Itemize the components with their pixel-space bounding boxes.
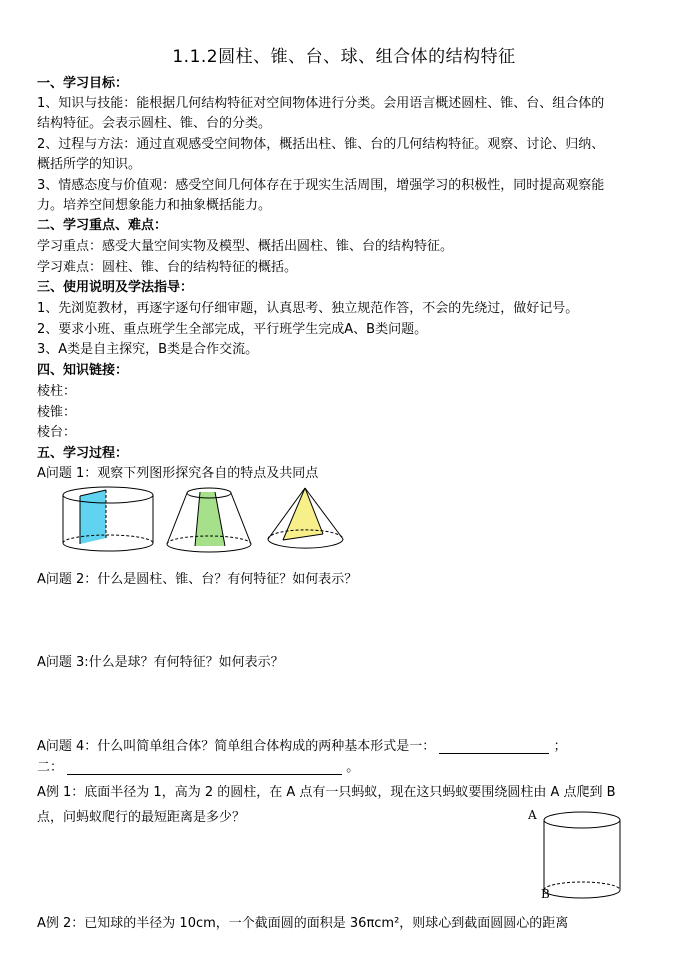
- key-point: 学习重点：感受大量空间实物及模型、概括出圆柱、锥、台的结构特征。: [37, 239, 454, 254]
- goal2-line1: 2、过程与方法：通过直观感受空间物体，概括出柱、锥、台的几何结构特征。观察、讨论、归纳、: [37, 137, 605, 152]
- example-1-line1: A例 1：底面半径为 1，高为 2 的圆柱，在 A 点有一只蚂蚁，现在这只蚂蚁要围绕圆柱由 A 点爬到 B: [37, 785, 616, 800]
- cylinder-figure: [58, 484, 158, 554]
- difficult-point: 学习难点：圆柱、锥、台的结构特征的概括。: [37, 260, 298, 275]
- cone-section: [283, 488, 323, 540]
- pyramid-label: 棱锥：: [37, 405, 77, 420]
- frustum-figure: [163, 484, 255, 556]
- goal1-line1: 1、知识与技能：能根据几何结构特征对空间物体进行分类。会用语言概述圆柱、锥、台、组合体的: [37, 96, 605, 111]
- frustum-label: 棱台：: [37, 425, 77, 440]
- goal3-line1: 3、情感态度与价值观：感受空间几何体存在于现实生活周围，增强学习的积极性，同时提高观察能: [37, 178, 605, 193]
- question-4-text: A问题 4：什么叫简单组合体？简单组合体构成的两种基本形式是一：: [37, 739, 436, 754]
- question-4-separator: ；: [553, 739, 567, 754]
- prism-label: 棱柱：: [37, 384, 77, 399]
- point-a-label: A: [528, 808, 537, 822]
- question-4-line2: [37, 756, 359, 775]
- question-4-second: 二：: [37, 760, 64, 775]
- usage-3: 3、A类是自主探究，B类是合作交流。: [37, 342, 259, 357]
- answer-blank-1[interactable]: [439, 739, 549, 754]
- example-1-line2: 点，问蚂蚁爬行的最短距离是多少？: [37, 810, 246, 825]
- question-4-line1: [37, 735, 567, 754]
- question-2: A问题 2：什么是圆柱、锥、台？有何特征？如何表示？: [37, 572, 358, 587]
- answer-blank-2[interactable]: [67, 760, 342, 775]
- goal2-line2: 概括所学的知识。: [37, 157, 142, 172]
- link-heading: 四、知识链接：: [37, 363, 129, 378]
- question-1: A问题 1：观察下列图形探究各自的特点及共同点: [37, 466, 319, 481]
- goals-heading: 一、学习目标：: [37, 76, 129, 91]
- page-title: 1.1.2圆柱、锥、台、球、组合体的结构特征: [172, 47, 516, 67]
- question-4-end: 。: [346, 760, 360, 775]
- usage-heading: 三、使用说明及学法指导：: [37, 280, 194, 295]
- process-heading: 五、学习过程：: [37, 446, 129, 461]
- point-b-label: B: [541, 887, 550, 901]
- question-3: A问题 3:什么是球？有何特征？如何表示？: [37, 655, 284, 670]
- usage-2: 2、要求小班、重点班学生全部完成，平行班学生完成A、B类问题。: [37, 322, 428, 337]
- cone-figure: [265, 484, 347, 554]
- goal3-line2: 力。培养空间想象能力和抽象概括能力。: [37, 198, 272, 213]
- example-2-line1: A例 2：已知球的半径为 10cm，一个截面圆的面积是 36πcm²，则球心到截面圆圆心的距离: [37, 916, 569, 931]
- usage-1: 1、先浏览教材，再逐字逐句仔细审题，认真思考、独立规范作答，不会的先绕过，做好记号。: [37, 301, 579, 316]
- goal1-line2: 结构特征。会表示圆柱、锥、台的分类。: [37, 116, 272, 131]
- key-heading: 二、学习重点、难点：: [37, 218, 168, 233]
- example-cylinder-figure: [540, 810, 624, 902]
